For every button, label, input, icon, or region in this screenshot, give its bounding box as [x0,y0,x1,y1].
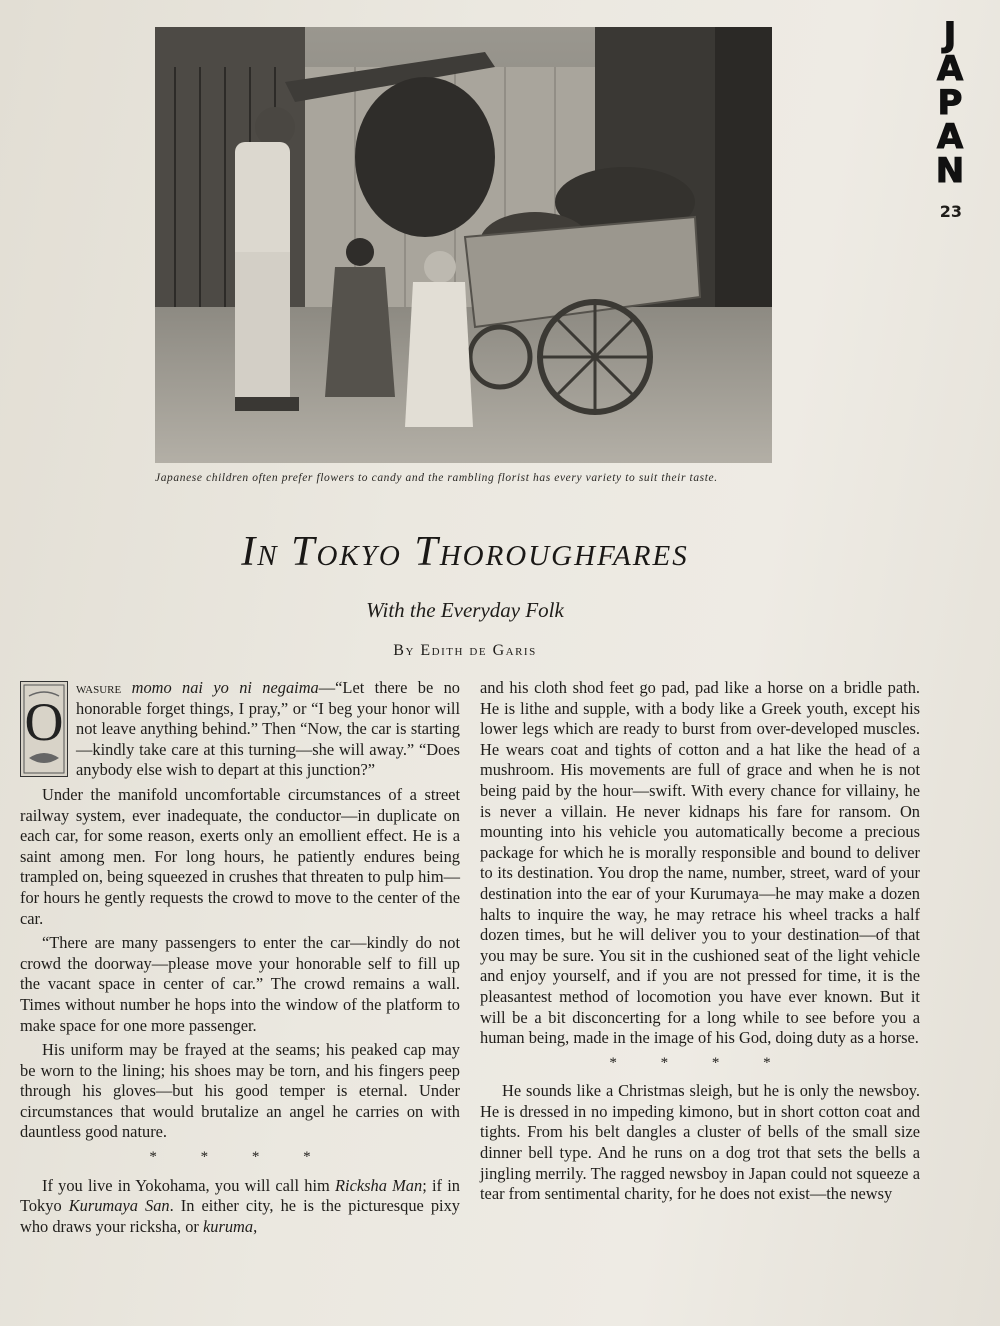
paragraph-text: —“Let there be no honorable forget things, I pray,” or “I beg your honor will not leave anything behind.” Then “Now, the car is starting—kindly take care at this turning—she will away.” “Does anybody else wish to depart at this junction?” [76,678,460,780]
drop-cap-letter: O [24,692,64,752]
article-column-right [480,678,920,1209]
section-separator: * * * * [149,1149,331,1166]
lead-word: wasure [76,678,122,697]
photo-caption: Japanese children often prefer flowers to candy and the rambling florist has every variety to suit their taste. [155,472,718,484]
article-column-left [20,678,460,1241]
paragraph: and his cloth shod feet go pad, pad like a horse on a bridle path. He is lithe and supple, with a body like a Greek youth, except his lower legs which are ready to burst from over-developed muscles. He wears coat and tights of cotton and a hat like the head of a mushroom. His movements are full of grace and when he is not being paid by the hour—swift. With every chance for villainy, he is never a villain. He never kidnaps his fare for ransom. On mounting into his vehicle you automatically become a precious package for which he is morally responsible and bound to deliver to its destination. You drop the name, number, street, ward of your destination into the ear of your Kurumaya—he may make a dozen halts to inquire the way, he may retrace his wheel tracks a half dozen times, but he will deliver you to your destination—of that you may be sure. You sit in the cushioned seat of the light vehicle and enjoy yourself, and if you are not pressed for time, it is the pleasantest method of locomotion you have ever known. But it will be a bit disconcerting for a long while to see before you a human being, made in the image of his God, doing duty as a horse. [480,678,920,1048]
masthead-letter: J [943,15,957,55]
paragraph: He sounds like a Christmas sleigh, but he is only the newsboy. He is dressed in no impeding kimono, but in short cotton coat and tights. From his belt dangles a cluster of bells of the small size dinner bell type. And he runs on a dog trot that sets the bells a jingling merrily. The ragged newsboy in Japan could not squeeze a tear from sentimental charity, for he does not exist—the newsy [480,1081,920,1204]
ornamental-drop-cap [20,681,68,777]
paragraph-text: . In either city, he is the picturesque pixy who draws your ricksha, or [20,1196,461,1236]
masthead-letter: A [936,49,964,89]
italic-term: Ricksha Man [335,1175,423,1195]
italic-term: Kurumaya San [68,1196,170,1216]
masthead-letter: P [937,83,963,123]
paragraph [20,678,460,781]
florist-photo [155,27,772,463]
paragraph: His uniform may be frayed at the seams; his peaked cap may be worn to the lining; his shoes may be torn, and his fingers peep through his gloves—but his good temper is eternal. Under circumstances that would brutalize an angel he carries on with dauntless good nature. [20,1040,460,1142]
masthead-letter: A [936,117,964,157]
masthead-logo [930,15,970,191]
section-separator: * * * * [609,1054,791,1071]
article-subtitle: With the Everyday Folk [366,598,564,622]
photo-illustration [155,27,772,463]
italic-term: kuruma [203,1216,254,1236]
masthead-letter: N [935,151,965,191]
paragraph-text: If you live in Yokohama, you will call him [42,1175,336,1195]
paragraph-text: ; if in Tokyo [20,1175,460,1216]
paragraph: Under the manifold uncomfortable circumstances of a street railway system, ever inadequate, the conductor—in duplicate on each car, for some reason, exerts only an emollient effect. He is a saint among men. For long hours, he patiently endures being trampled on, being squeezed in crushes that threaten to pulp him—for hours he gently requests the crowd to move to the center of the car. [20,784,460,928]
paragraph-text: , [253,1216,258,1236]
article-title: In Tokyo Thoroughfares [241,529,689,575]
paragraph: “There are many passengers to enter the car—kindly do not crowd the doorway—please move your honorable self to fill up the vacant space in center of car.” The crowd remains a wall. Times without number he hops into the window of the platform to make space for one more passenger. [20,933,460,1035]
article-byline: By Edith de Garis [393,642,537,659]
paragraph [20,1176,460,1238]
japanese-phrase: momo nai yo ni negaima [121,678,319,697]
page-number: 23 [939,202,962,221]
drop-cap-ornament [21,682,67,776]
